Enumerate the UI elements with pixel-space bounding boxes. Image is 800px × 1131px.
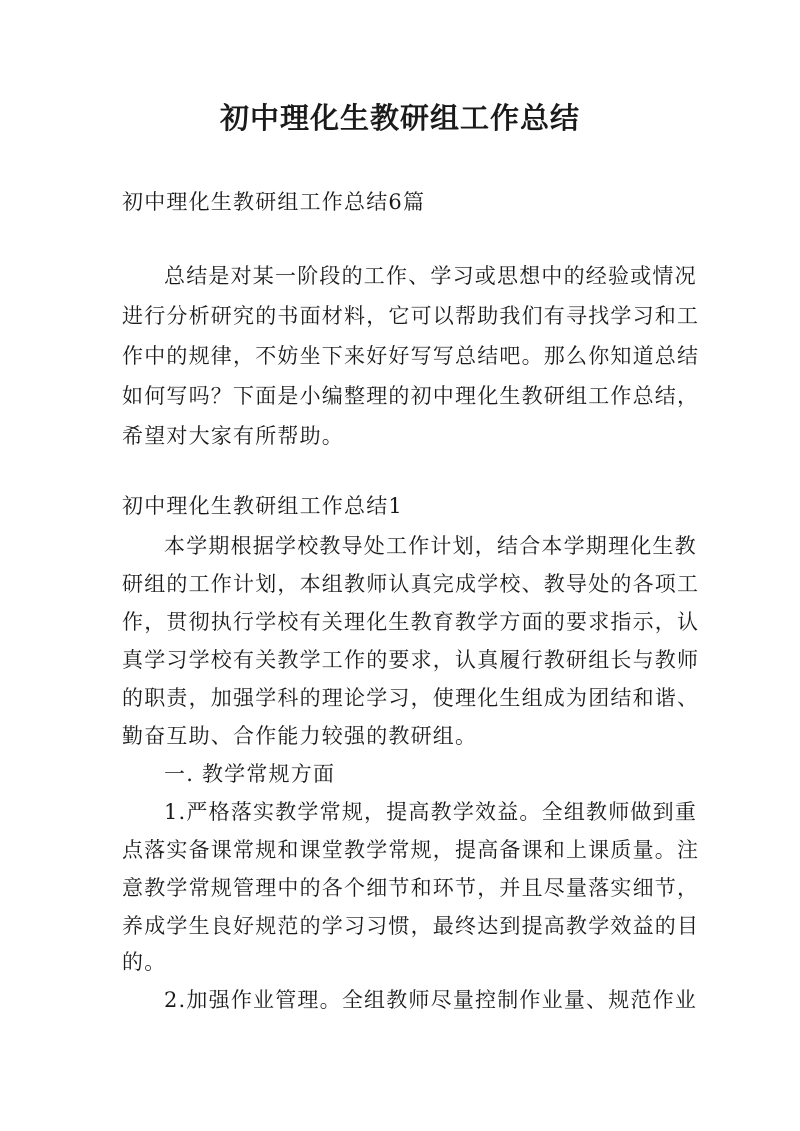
sub-heading-teaching-routine: 一. 教学常规方面 [164, 762, 336, 786]
item1-line-4: 养成学生良好规范的学习习惯，最终达到提高教学效益的目 [122, 914, 700, 938]
item1-line-3: 意教学常规管理中的各个细节和环节，并且尽量落实细节， [122, 876, 700, 900]
intro-line-1: 总结是对某一阶段的工作、学习或思想中的经验或情况 [164, 264, 697, 288]
item1-line-1: 1.严格落实教学常规，提高教学效益。全组教师做到重 [164, 800, 698, 824]
item2-line-1: 2.加强作业管理。全组教师尽量控制作业量、规范作业 [164, 988, 698, 1012]
intro-line-2: 进行分析研究的书面材料，它可以帮助我们有寻找学习和工 [122, 304, 700, 328]
document-title: 初中理化生教研组工作总结 [219, 101, 580, 135]
para1-line-4: 真学习学校有关教学工作的要求，认真履行教研组长与教师 [122, 648, 700, 672]
para1-line-5: 的职责，加强学科的理论学习，使理化生组成为团结和谐、 [122, 686, 700, 710]
intro-line-4: 如何写吗？下面是小编整理的初中理化生教研组工作总结， [122, 384, 700, 408]
intro-line-3: 作中的规律，不妨坐下来好好写写总结吧。那么你知道总结 [122, 344, 700, 368]
para1-line-1: 本学期根据学校教导处工作计划，结合本学期理化生教 [164, 534, 697, 558]
para1-line-6: 勤奋互助、合作能力较强的教研组。 [122, 724, 478, 748]
item1-line-2: 点落实备课常规和课堂教学常规，提高备课和上课质量。注 [122, 838, 700, 862]
section-heading: 初中理化生教研组工作总结1 [122, 494, 403, 518]
para1-line-3: 作，贯彻执行学校有关理化生教育教学方面的要求指示，认 [122, 610, 700, 634]
intro-line-5: 希望对大家有所帮助。 [122, 424, 344, 448]
para1-line-2: 研组的工作计划，本组教师认真完成学校、教导处的各项工 [122, 572, 700, 596]
item1-line-5: 的。 [122, 950, 167, 974]
document-subtitle: 初中理化生教研组工作总结6篇 [122, 190, 426, 214]
